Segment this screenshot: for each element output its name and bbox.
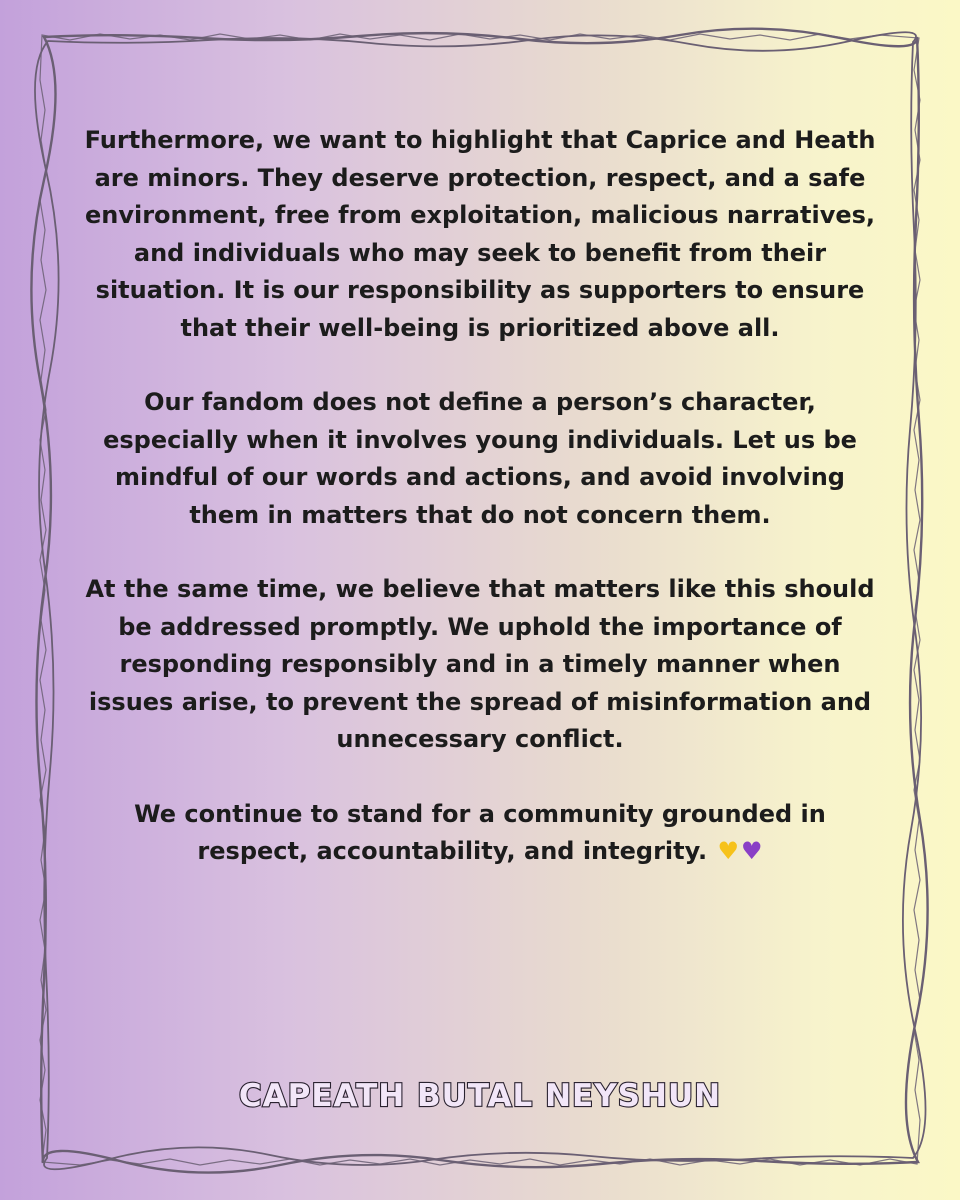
statement-body bbox=[80, 122, 880, 871]
paragraph-minors-protection: Furthermore, we want to highlight that Caprice and Heath are minors. They deserve protection, respect, and a safe environment, free from exploitation, malicious narratives, and individuals who may seek to benefit from their situation. It is our responsibility as supporters to ensure that their well-being is prioritized above all. bbox=[84, 126, 876, 342]
signature-logo-text: CAPEATH BUTAL NEYSHUN bbox=[238, 1078, 722, 1114]
yellow-heart-icon: ♥ bbox=[717, 837, 740, 865]
purple-heart-icon: ♥ bbox=[741, 837, 763, 865]
paragraph-community-values bbox=[80, 796, 880, 871]
paragraph-prompt-response: At the same time, we believe that matters like this should be addressed promptly. We uphold the importance of responding responsibly and in a timely manner when issues arise, to prevent the spread of misinformation and unnecessary conflict. bbox=[85, 575, 875, 753]
closing-sentence: We continue to stand for a community grounded in respect, accountability, and integrity. bbox=[134, 799, 826, 865]
paragraph-fandom-character: Our fandom does not define a person’s character, especially when it involves young individuals. Let us be mindful of our words and actions, and avoid involving them in matters that do not concern them. bbox=[103, 388, 857, 529]
